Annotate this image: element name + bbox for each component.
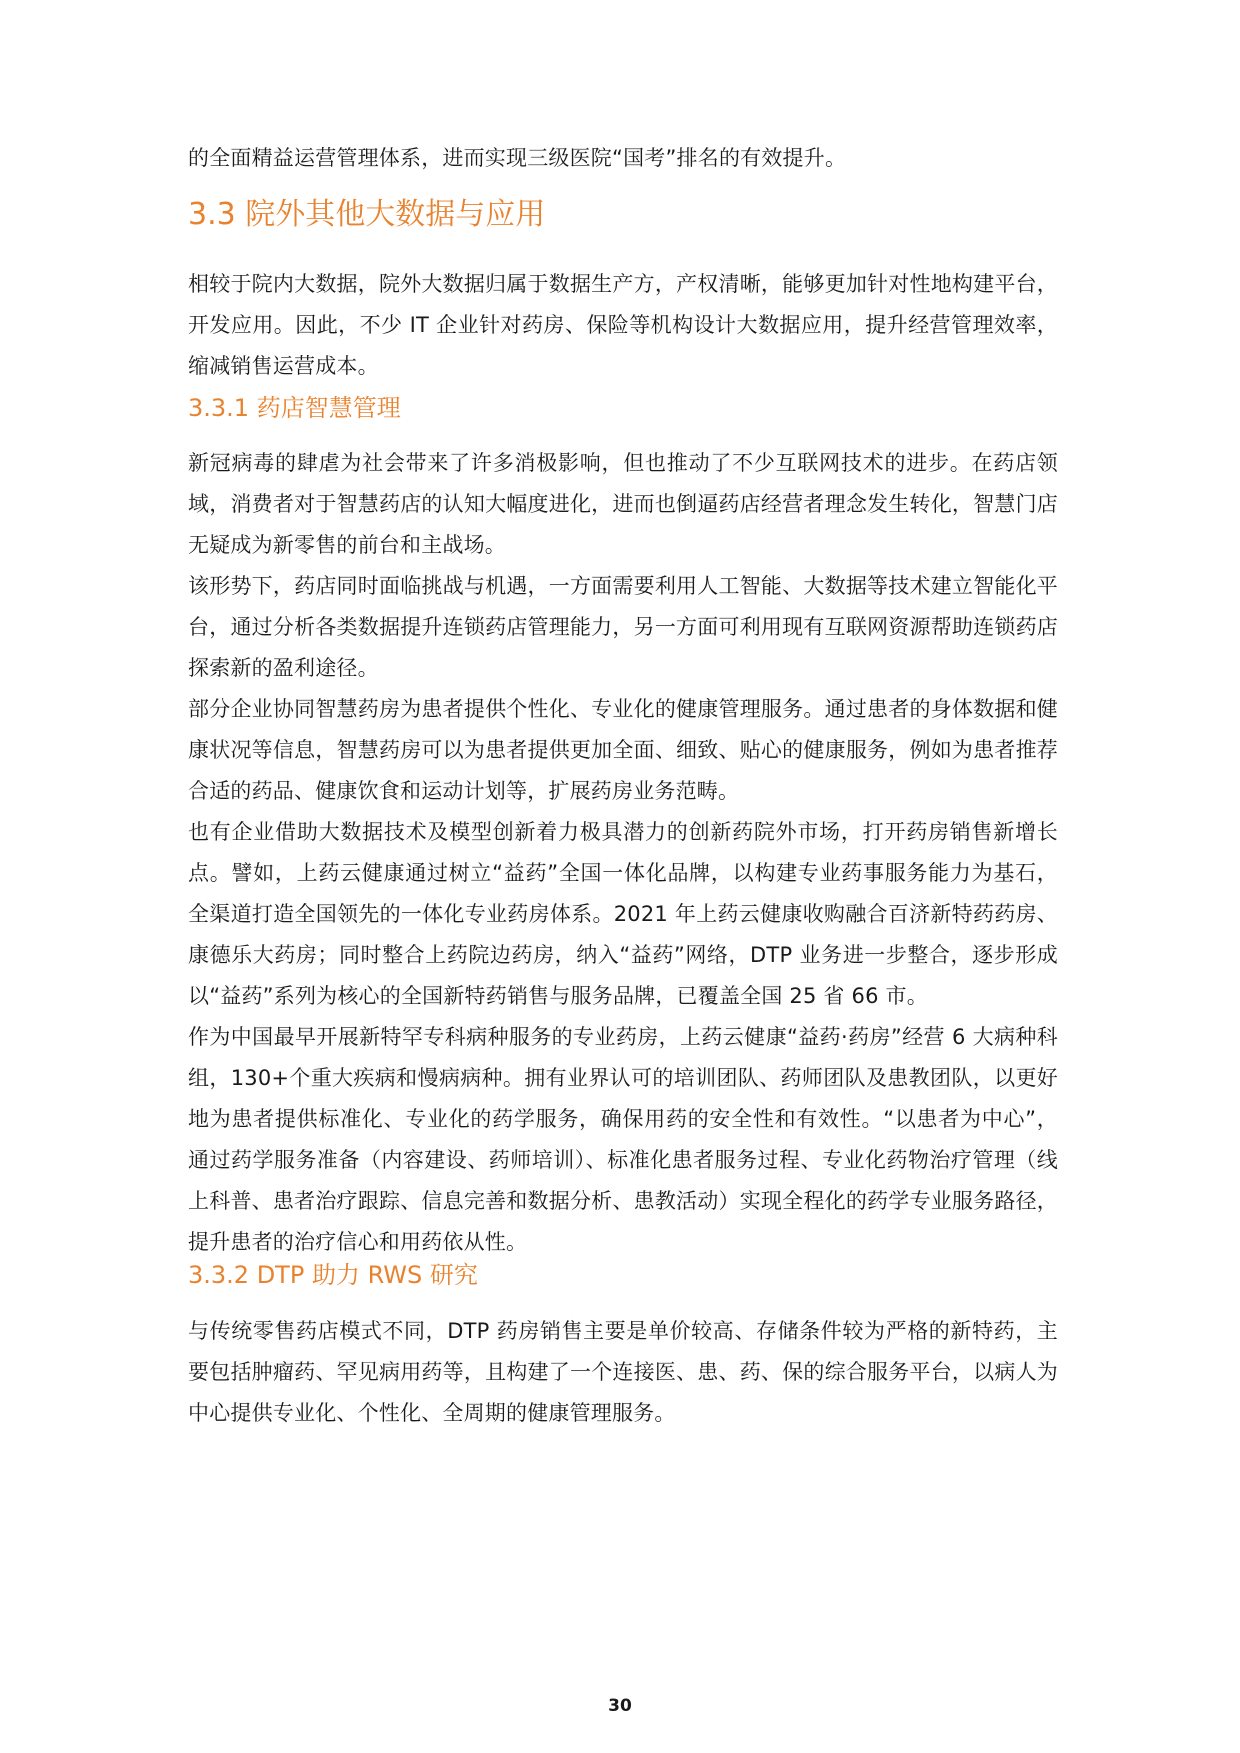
subsection-heading-3-3-1: 3.3.1 药店智慧管理	[188, 394, 401, 422]
paragraph-continuation: 的全面精益运营管理体系，进而实现三级医院“国考”排名的有效提升。	[188, 146, 847, 170]
paragraph-challenges-opportunities: 该形势下，药店同时面临挑战与机遇，一方面需要利用人工智能、大数据等技术建立智能化平台，通过分析各类数据提升连锁药店管理能力，另一方面可利用现有互联网资源帮助连锁药店探索新的盈利途径。	[188, 574, 1058, 680]
paragraph-innovative-drug-market: 也有企业借助大数据技术及模型创新着力极具潜力的创新药院外市场，打开药房销售新增长点。譬如，上药云健康通过树立“益药”全国一体化品牌，以构建专业药事服务能力为基石，全渠道打造全国领先的一体化专业药房体系。2021 年上药云健康收购融合百济新特药药房、康德乐大药房；同时整合上药院边药房，纳入“益药”网络，DTP 业务进一步整合，逐步形成以“益药”系列为核心的全国新特药销售与服务品牌，已覆盖全国 25 省 66 市。	[188, 820, 1058, 1008]
paragraph-yiyao-pharmacy: 作为中国最早开展新特罕专科病种服务的专业药房，上药云健康“益药·药房”经营 6 大病种科组，130+个重大疾病和慢病病种。拥有业界认可的培训团队、药师团队及患教团队，以更好地为患者提供标准化、专业化的药学服务，确保用药的安全性和有效性。“以患者为中心”，通过药学服务准备（内容建设、药师培训）、标准化患者服务过程、专业化药物治疗管理（线上科普、患者治疗跟踪、信息完善和数据分析、患教活动）实现全程化的药学专业服务路径，提升患者的治疗信心和用药依从性。	[188, 1025, 1058, 1254]
paragraph-dtp-pharmacy: 与传统零售药店模式不同，DTP 药房销售主要是单价较高、存储条件较为严格的新特药，主要包括肿瘤药、罕见病用药等，且构建了一个连接医、患、药、保的综合服务平台，以病人为中心提供专业化、个性化、全周期的健康管理服务。	[188, 1319, 1058, 1425]
paragraph-smart-pharmacy-services: 部分企业协同智慧药房为患者提供个性化、专业化的健康管理服务。通过患者的身体数据和健康状况等信息，智慧药房可以为患者提供更加全面、细致、贴心的健康服务，例如为患者推荐合适的药品、健康饮食和运动计划等，扩展药房业务范畴。	[188, 697, 1058, 803]
subsection-heading-3-3-2: 3.3.2 DTP 助力 RWS 研究	[188, 1261, 478, 1289]
page-number: 30	[608, 1696, 632, 1716]
section-heading-3-3: 3.3 院外其他大数据与应用	[188, 197, 546, 232]
paragraph-covid-pharmacy: 新冠病毒的肆虐为社会带来了许多消极影响，但也推动了不少互联网技术的进步。在药店领域，消费者对于智慧药店的认知大幅度进化，进而也倒逼药店经营者理念发生转化，智慧门店无疑成为新零售的前台和主战场。	[188, 451, 1058, 557]
paragraph-outside-hospital-data: 相较于院内大数据，院外大数据归属于数据生产方，产权清晰，能够更加针对性地构建平台，开发应用。因此，不少 IT 企业针对药房、保险等机构设计大数据应用，提升经营管理效率，缩减销售运营成本。	[188, 272, 1058, 378]
